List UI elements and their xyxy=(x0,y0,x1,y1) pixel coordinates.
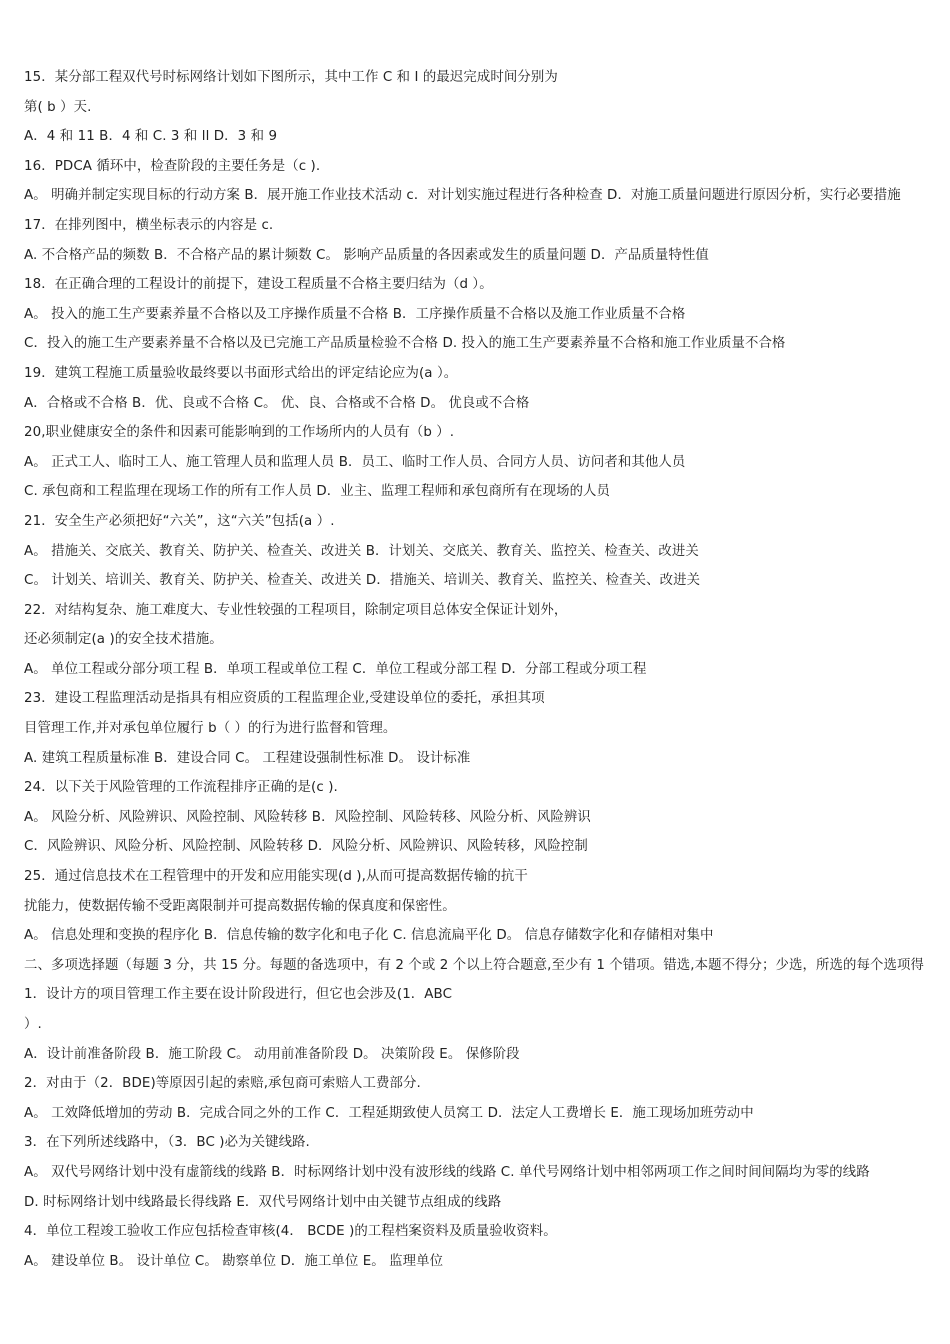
text-line-m2-options: A。 工效降低增加的劳动 B．完成合同之外的工作 C．工程延期致使人员窝工 D．法定人工费增长 E．施工现场加班劳动中 xyxy=(24,1105,754,1121)
text-line-q18-options-cd: C．投入的施工生产要素养量不合格以及已完施工产品质量检验不合格 D. 投入的施工生产要素养量不合格和施工作业质量不合格 xyxy=(24,336,786,352)
text-line-m1: 1．设计方的项目管理工作主要在设计阶段进行，但它也会涉及(1．ABC xyxy=(24,987,453,1003)
text-line-q22: 22．对结构复杂、施工难度大、专业性较强的工程项目，除制定项目总体安全保证计划外， xyxy=(24,602,568,618)
text-line-q15: 15．某分部工程双代号时标网络计划如下图所示，其中工作 C 和 I 的最迟完成时间分别为 xyxy=(24,70,558,85)
text-line-q15-cont: 第( b ）天. xyxy=(24,99,92,115)
text-line-m3-options-de: D. 时标网络计划中线路最长得线路 E．双代号网络计划中由关键节点组成的线路 xyxy=(24,1194,502,1210)
text-line-q21-options-cd: C。 计划关、培训关、教育关、防护关、检查关、改进关 D．措施关、培训关、教育关、监控关、检查关、改进关 xyxy=(24,573,701,589)
text-line-q24: 24．以下关于风险管理的工作流程排序正确的是(c ). xyxy=(24,780,338,796)
text-line-q17: 17．在排列图中，横坐标表示的内容是 c. xyxy=(24,217,274,233)
text-line-q18-options-ab: A。 投入的施工生产要素养量不合格以及工序操作质量不合格 B．工序操作质量不合格以及施工作业质量不合格 xyxy=(24,306,686,322)
section-heading-multiple-choice: 二、多项选择题（每题 3 分，共 15 分。每题的备选项中，有 2 个或 2 个以上符合题意,至少有 1 个错项。错选,本题不得分；少选，所选的每个选项得 xyxy=(24,957,924,973)
text-line-m1-cont: ）. xyxy=(24,1017,42,1032)
text-line-q22-cont: 还必须制定(a )的安全技术措施。 xyxy=(24,632,223,648)
text-line-m1-options: A．设计前准备阶段 B．施工阶段 C。 动用前准备阶段 D。 决策阶段 E。 保修阶段 xyxy=(24,1046,520,1062)
text-line-q23: 23．建设工程监理活动是指具有相应资质的工程监理企业,受建设单位的委托，承担其项 xyxy=(24,691,545,707)
text-line-q24-options-cd: C．风险辨识、风险分析、风险控制、风险转移 D．风险分析、风险辨识、风险转移，风险控制 xyxy=(24,839,588,855)
text-line-q18: 18．在正确合理的工程设计的前提下，建设工程质量不合格主要归结为（d ）。 xyxy=(24,277,493,293)
text-line-q19-options: A．合格或不合格 B．优、良或不合格 C。 优、良、合格或不合格 D。 优良或不合格 xyxy=(24,395,530,411)
text-line-m2: 2．对由于（2．BDE)等原因引起的索赔,承包商可索赔人工费部分. xyxy=(24,1076,421,1092)
text-line-q15-options: A．4 和 11 B．4 和 C. 3 和 ll D．3 和 9 xyxy=(24,129,278,145)
text-line-q25-options: A。 信息处理和变换的程序化 B．信息传输的数字化和电子化 C. 信息流扁平化 D。 信息存储数字化和存储相对集中 xyxy=(24,928,714,944)
text-line-q24-options-ab: A。 风险分析、风险辨识、风险控制、风险转移 B．风险控制、风险转移、风险分析、风险辨识 xyxy=(24,809,591,825)
text-line-m4: 4．单位工程竣工验收工作应包括检查审核(4． BCDE )的工程档案资料及质量验收资料。 xyxy=(24,1224,557,1240)
text-line-q20-options-cd: C. 承包商和工程监理在现场工作的所有工作人员 D．业主、监理工程师和承包商所有在现场的人员 xyxy=(24,484,611,500)
text-line-q23-options: A. 建筑工程质量标准 B．建设合同 C。 工程建设强制性标准 D。 设计标准 xyxy=(24,750,471,766)
text-line-q17-options: A. 不合格产品的频数 B．不合格产品的累计频数 C。 影响产品质量的各因素或发生的质量问题 D．产品质量特性值 xyxy=(24,247,709,263)
text-line-q20: 20,职业健康安全的条件和因素可能影响到的工作场所内的人员有（b ）. xyxy=(24,425,455,441)
text-line-q22-options: A。 单位工程或分部分项工程 B．单项工程或单位工程 C．单位工程或分部工程 D．分部工程或分项工程 xyxy=(24,661,647,677)
text-line-m3: 3．在下列所述线路中，（3．BC )必为关键线路. xyxy=(24,1135,310,1151)
text-line-m3-options-abc: A。 双代号网络计划中没有虚箭线的线路 B．时标网络计划中没有波形线的线路 C. 单代号网络计划中相邻两项工作之间时间间隔均为零的线路 xyxy=(24,1164,870,1180)
text-line-q21: 21．安全生产必须把好“六关”，这“六关”包括(a ）. xyxy=(24,513,335,529)
text-line-q16: 16．PDCA 循环中，检查阶段的主要任务是（c ). xyxy=(24,158,321,174)
text-line-m4-options: A。 建设单位 B。 设计单位 C。 勘察单位 D．施工单位 E。 监理单位 xyxy=(24,1253,444,1269)
document-body xyxy=(24,63,950,1276)
text-line-q25-cont: 扰能力，使数据传输不受距离限制并可提高数据传输的保真度和保密性。 xyxy=(24,898,456,914)
text-line-q16-options: A。 明确并制定实现目标的行动方案 B．展开施工作业技术活动 c．对计划实施过程进行各种检查 D．对施工质量问题进行原因分析，实行必要措施 xyxy=(24,188,901,204)
text-line-q23-cont: 目管理工作,并对承包单位履行 b（ ）的行为进行监督和管理。 xyxy=(24,721,397,737)
text-line-q19: 19．建筑工程施工质量验收最终要以书面形式给出的评定结论应为(a ）。 xyxy=(24,365,458,381)
text-line-q20-options-ab: A。 正式工人、临时工人、施工管理人员和监理人员 B．员工、临时工作人员、合同方人员、访问者和其他人员 xyxy=(24,454,686,470)
text-line-q21-options-ab: A。 措施关、交底关、教育关、防护关、检查关、改进关 B．计划关、交底关、教育关、监控关、检查关、改进关 xyxy=(24,543,699,559)
text-line-q25: 25．通过信息技术在工程管理中的开发和应用能实现(d ),从而可提高数据传输的抗干 xyxy=(24,869,528,885)
